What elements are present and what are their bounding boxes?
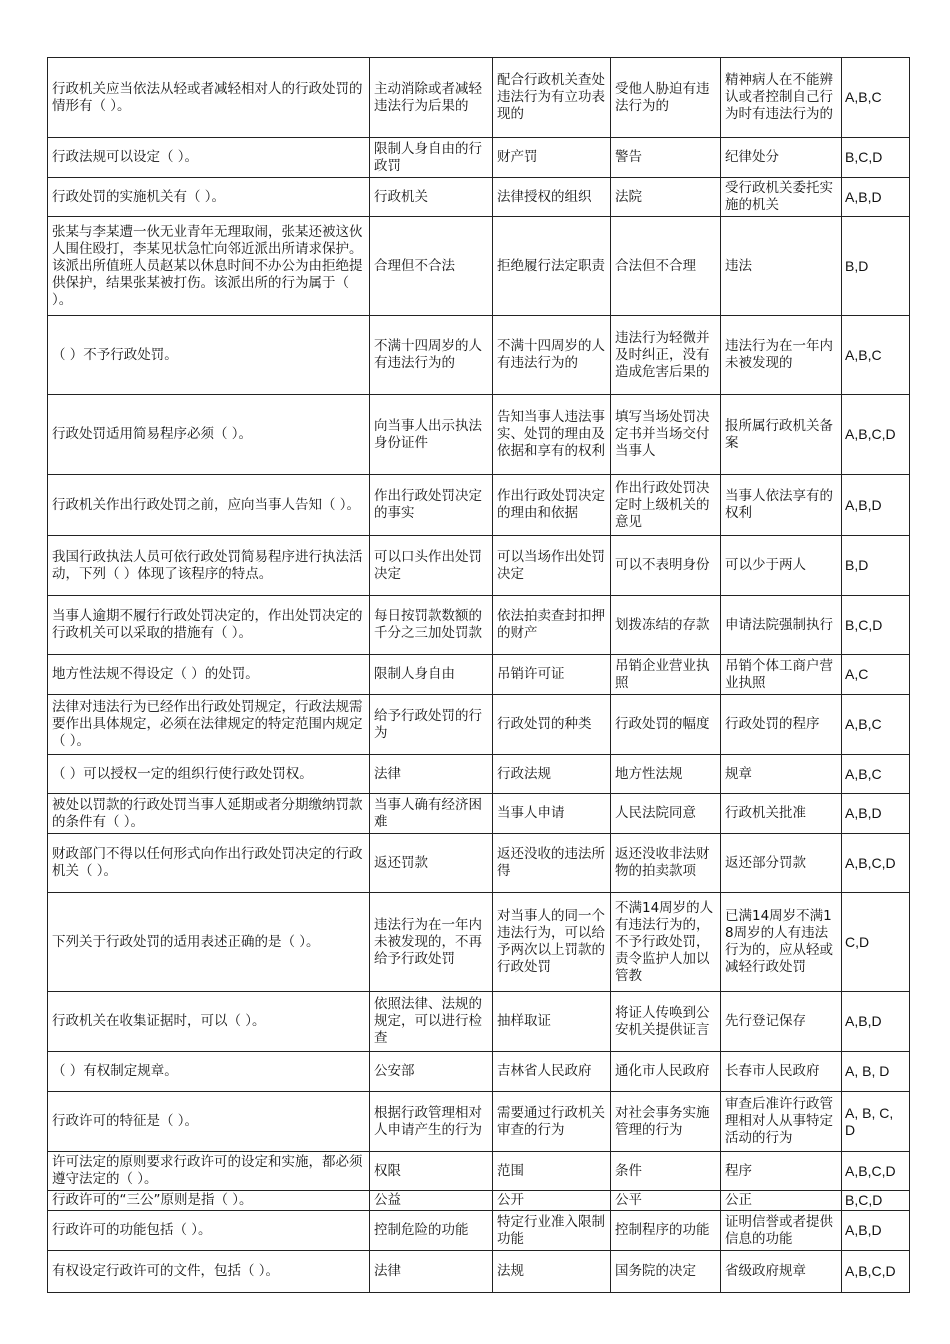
option-c-cell: 警告 — [611, 138, 721, 178]
option-c-cell: 不满14周岁的人有违法行为的，不予行政处罚，责令监护人加以管教 — [611, 893, 721, 992]
option-b-cell: 作出行政处罚决定的理由和依据 — [493, 475, 611, 536]
option-d-cell: 已满14周岁不满18周岁的人有违法行为的，应从轻或减轻行政处罚 — [721, 893, 842, 992]
question-cell: 行政许可的特征是（ ）。 — [48, 1092, 370, 1152]
option-c-cell: 吊销企业营业执照 — [611, 655, 721, 695]
answer-cell: A,B,C — [842, 695, 910, 755]
option-a-cell: 作出行政处罚决定的事实 — [370, 475, 493, 536]
answer-cell: A,B,D — [842, 992, 910, 1052]
question-cell: 许可法定的原则要求行政许可的设定和实施，都必须遵守法定的（ ）。 — [48, 1152, 370, 1191]
option-b-cell: 行政处罚的种类 — [493, 695, 611, 755]
question-cell: 有权设定行政许可的文件，包括（ ）。 — [48, 1251, 370, 1293]
option-b-cell: 配合行政机关查处违法行为有立功表现的 — [493, 58, 611, 138]
option-d-cell: 精神病人在不能辨认或者控制自己行为时有违法行为的 — [721, 58, 842, 138]
option-d-cell: 先行登记保存 — [721, 992, 842, 1052]
option-a-cell: 限制人身自由的行政罚 — [370, 138, 493, 178]
question-cell: （ ）有权制定规章。 — [48, 1052, 370, 1092]
table-row — [48, 794, 910, 834]
option-d-cell: 行政机关批准 — [721, 794, 842, 834]
option-d-cell: 返还部分罚款 — [721, 834, 842, 893]
option-b-cell: 吊销许可证 — [493, 655, 611, 695]
option-c-cell: 国务院的决定 — [611, 1251, 721, 1293]
option-c-cell: 作出行政处罚决定时上级机关的意见 — [611, 475, 721, 536]
question-cell: 行政机关应当依法从轻或者减轻相对人的行政处罚的情形有（ ）。 — [48, 58, 370, 138]
table-row — [48, 893, 910, 992]
option-d-cell: 纪律处分 — [721, 138, 842, 178]
table-row — [48, 1152, 910, 1191]
option-a-cell: 公益 — [370, 1191, 493, 1211]
table-row — [48, 596, 910, 655]
question-table-body — [48, 58, 910, 1293]
table-row — [48, 834, 910, 893]
option-d-cell: 证明信誉或者提供信息的功能 — [721, 1211, 842, 1251]
option-d-cell: 规章 — [721, 755, 842, 794]
option-a-cell: 当事人确有经济困难 — [370, 794, 493, 834]
question-cell: 行政机关作出行政处罚之前，应向当事人告知（ ）。 — [48, 475, 370, 536]
option-c-cell: 通化市人民政府 — [611, 1052, 721, 1092]
answer-cell: A, B, D — [842, 1052, 910, 1092]
option-a-cell: 法律 — [370, 755, 493, 794]
option-c-cell: 对社会事务实施管理的行为 — [611, 1092, 721, 1152]
answer-cell: A,B,C — [842, 316, 910, 395]
answer-cell: A,B,C,D — [842, 395, 910, 475]
option-b-cell: 法律授权的组织 — [493, 178, 611, 217]
table-row — [48, 58, 910, 138]
option-a-cell: 每日按罚款数额的千分之三加处罚款 — [370, 596, 493, 655]
option-b-cell: 可以当场作出处罚决定 — [493, 536, 611, 596]
table-row — [48, 1251, 910, 1293]
option-b-cell: 财产罚 — [493, 138, 611, 178]
answer-cell: A,B,C — [842, 755, 910, 794]
answer-cell: A,B,D — [842, 475, 910, 536]
question-cell: （ ）可以授权一定的组织行使行政处罚权。 — [48, 755, 370, 794]
option-b-cell: 拒绝履行法定职责 — [493, 217, 611, 316]
option-b-cell: 对当事人的同一个违法行为，可以给予两次以上罚款的行政处罚 — [493, 893, 611, 992]
option-c-cell: 地方性法规 — [611, 755, 721, 794]
table-row — [48, 178, 910, 217]
option-a-cell: 限制人身自由 — [370, 655, 493, 695]
table-row — [48, 536, 910, 596]
option-d-cell: 审查后准许行政管理相对人从事特定活动的行为 — [721, 1092, 842, 1152]
table-row — [48, 1052, 910, 1092]
option-c-cell: 人民法院同意 — [611, 794, 721, 834]
option-c-cell: 划拨冻结的存款 — [611, 596, 721, 655]
option-c-cell: 行政处罚的幅度 — [611, 695, 721, 755]
option-d-cell: 报所属行政机关备案 — [721, 395, 842, 475]
table-row — [48, 217, 910, 316]
table-row — [48, 316, 910, 395]
table-row — [48, 755, 910, 794]
option-a-cell: 向当事人出示执法身份证件 — [370, 395, 493, 475]
table-row — [48, 655, 910, 695]
answer-cell: C,D — [842, 893, 910, 992]
option-a-cell: 违法行为在一年内未被发现的，不再给予行政处罚 — [370, 893, 493, 992]
option-a-cell: 可以口头作出处罚决定 — [370, 536, 493, 596]
table-row — [48, 1092, 910, 1152]
option-a-cell: 法律 — [370, 1251, 493, 1293]
option-b-cell: 特定行业准入限制功能 — [493, 1211, 611, 1251]
option-c-cell: 条件 — [611, 1152, 721, 1191]
option-b-cell: 依法拍卖查封扣押的财产 — [493, 596, 611, 655]
option-b-cell: 抽样取证 — [493, 992, 611, 1052]
option-d-cell: 长春市人民政府 — [721, 1052, 842, 1092]
option-c-cell: 返还没收非法财物的拍卖款项 — [611, 834, 721, 893]
option-c-cell: 将证人传唤到公安机关提供证言 — [611, 992, 721, 1052]
option-d-cell: 受行政机关委托实施的机关 — [721, 178, 842, 217]
question-cell: 行政许可的功能包括（ ）。 — [48, 1211, 370, 1251]
answer-cell: B,D — [842, 536, 910, 596]
answer-cell: A,B,D — [842, 1211, 910, 1251]
option-a-cell: 返还罚款 — [370, 834, 493, 893]
answer-cell: A,B,D — [842, 178, 910, 217]
table-row — [48, 1191, 910, 1211]
option-b-cell: 返还没收的违法所得 — [493, 834, 611, 893]
question-cell: 下列关于行政处罚的适用表述正确的是（ ）。 — [48, 893, 370, 992]
option-a-cell: 根据行政管理相对人申请产生的行为 — [370, 1092, 493, 1152]
option-b-cell: 不满十四周岁的人有违法行为的 — [493, 316, 611, 395]
table-row — [48, 1211, 910, 1251]
answer-cell: A,B,C,D — [842, 834, 910, 893]
answer-cell: A,C — [842, 655, 910, 695]
option-b-cell: 法规 — [493, 1251, 611, 1293]
option-c-cell: 填写当场处罚决定书并当场交付当事人 — [611, 395, 721, 475]
table-row — [48, 695, 910, 755]
answer-cell: A, B, C, D — [842, 1092, 910, 1152]
option-c-cell: 可以不表明身份 — [611, 536, 721, 596]
question-cell: 当事人逾期不履行行政处罚决定的，作出处罚决定的行政机关可以采取的措施有（ ）。 — [48, 596, 370, 655]
option-d-cell: 违法行为在一年内未被发现的 — [721, 316, 842, 395]
answer-cell: B,D — [842, 217, 910, 316]
question-cell: 地方性法规不得设定（ ）的处罚。 — [48, 655, 370, 695]
table-row — [48, 992, 910, 1052]
option-c-cell: 法院 — [611, 178, 721, 217]
option-c-cell: 控制程序的功能 — [611, 1211, 721, 1251]
question-cell: 张某与李某遭一伙无业青年无理取闹，张某还被这伙人围住殴打，李某见状急忙向邻近派出所请求保护。该派出所值班人员赵某以休息时间不办公为由拒绝提供保护，结果张某被打伤。该派出所的行为属于（ ）。 — [48, 217, 370, 316]
option-a-cell: 权限 — [370, 1152, 493, 1191]
option-a-cell: 不满十四周岁的人有违法行为的 — [370, 316, 493, 395]
question-cell: （ ）不予行政处罚。 — [48, 316, 370, 395]
question-cell: 我国行政执法人员可依行政处罚简易程序进行执法活动，下列（ ）体现了该程序的特点。 — [48, 536, 370, 596]
option-c-cell: 公平 — [611, 1191, 721, 1211]
option-a-cell: 依照法律、法规的规定，可以进行检查 — [370, 992, 493, 1052]
answer-cell: B,C,D — [842, 138, 910, 178]
option-d-cell: 吊销个体工商户营业执照 — [721, 655, 842, 695]
answer-cell: A,B,D — [842, 794, 910, 834]
option-c-cell: 违法行为轻微并及时纠正，没有造成危害后果的 — [611, 316, 721, 395]
table-row — [48, 475, 910, 536]
answer-cell: B,C,D — [842, 596, 910, 655]
question-table — [47, 57, 910, 1293]
option-c-cell: 合法但不合理 — [611, 217, 721, 316]
option-d-cell: 申请法院强制执行 — [721, 596, 842, 655]
option-b-cell: 需要通过行政机关审查的行为 — [493, 1092, 611, 1152]
question-cell: 行政法规可以设定（ ）。 — [48, 138, 370, 178]
option-c-cell: 受他人胁迫有违法行为的 — [611, 58, 721, 138]
option-b-cell: 吉林省人民政府 — [493, 1052, 611, 1092]
option-b-cell: 告知当事人违法事实、处罚的理由及依据和享有的权利 — [493, 395, 611, 475]
option-a-cell: 给予行政处罚的行为 — [370, 695, 493, 755]
option-a-cell: 公安部 — [370, 1052, 493, 1092]
option-b-cell: 当事人申请 — [493, 794, 611, 834]
option-d-cell: 当事人依法享有的权利 — [721, 475, 842, 536]
table-row — [48, 138, 910, 178]
option-b-cell: 范围 — [493, 1152, 611, 1191]
option-b-cell: 行政法规 — [493, 755, 611, 794]
answer-cell: A,B,C — [842, 58, 910, 138]
question-cell: 法律对违法行为已经作出行政处罚规定，行政法规需要作出具体规定，必须在法律规定的特定范围内规定（ ）。 — [48, 695, 370, 755]
question-cell: 被处以罚款的行政处罚当事人延期或者分期缴纳罚款的条件有（ ）。 — [48, 794, 370, 834]
table-row — [48, 395, 910, 475]
option-a-cell: 合理但不合法 — [370, 217, 493, 316]
option-a-cell: 行政机关 — [370, 178, 493, 217]
answer-cell: A,B,C,D — [842, 1251, 910, 1293]
question-cell: 行政处罚适用简易程序必须（ ）。 — [48, 395, 370, 475]
option-d-cell: 省级政府规章 — [721, 1251, 842, 1293]
option-d-cell: 可以少于两人 — [721, 536, 842, 596]
option-b-cell: 公开 — [493, 1191, 611, 1211]
answer-cell: B,C,D — [842, 1191, 910, 1211]
option-d-cell: 公正 — [721, 1191, 842, 1211]
option-d-cell: 程序 — [721, 1152, 842, 1191]
question-cell: 行政机关在收集证据时，可以（ ）。 — [48, 992, 370, 1052]
question-cell: 行政处罚的实施机关有（ ）。 — [48, 178, 370, 217]
option-a-cell: 主动消除或者减轻违法行为后果的 — [370, 58, 493, 138]
question-cell: 行政许可的“三公”原则是指（ ）。 — [48, 1191, 370, 1211]
option-d-cell: 违法 — [721, 217, 842, 316]
answer-cell: A,B,C,D — [842, 1152, 910, 1191]
option-d-cell: 行政处罚的程序 — [721, 695, 842, 755]
option-a-cell: 控制危险的功能 — [370, 1211, 493, 1251]
question-cell: 财政部门不得以任何形式向作出行政处罚决定的行政机关（ ）。 — [48, 834, 370, 893]
